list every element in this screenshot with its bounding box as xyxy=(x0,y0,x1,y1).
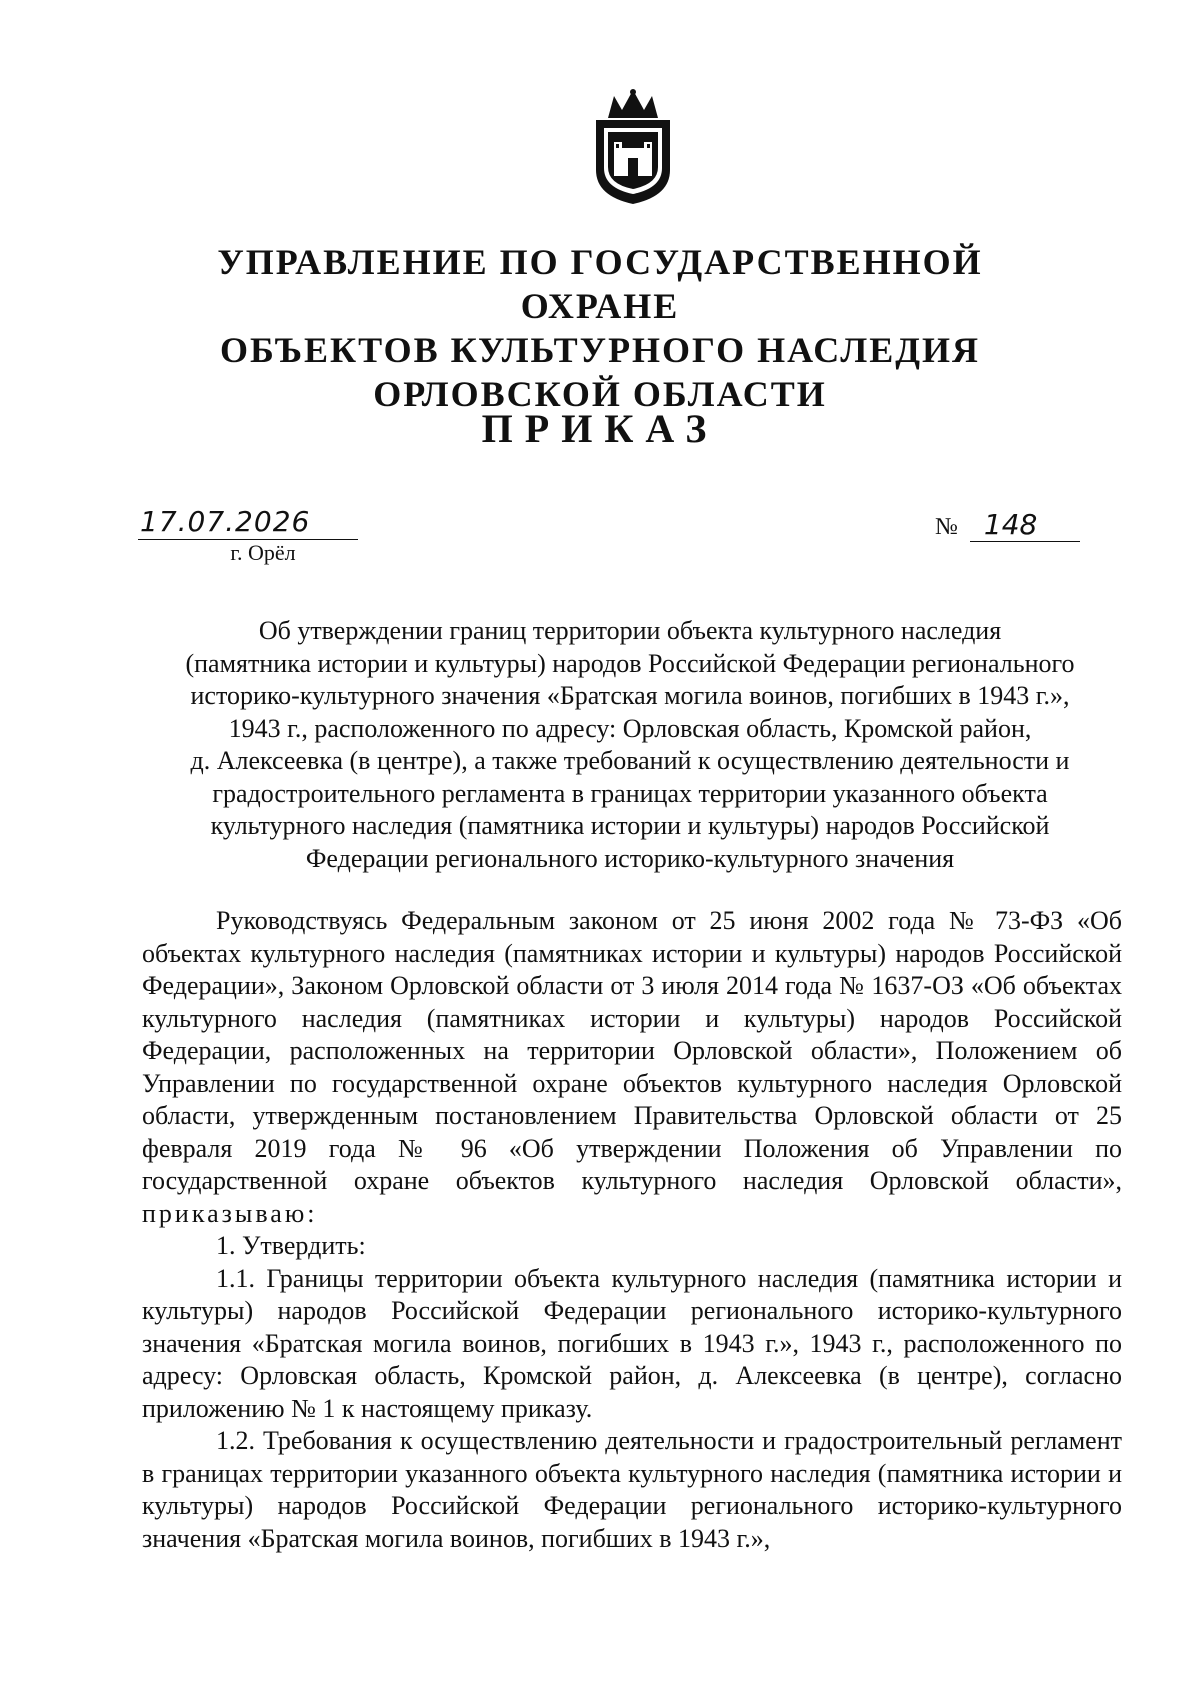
order-word: приказываю: xyxy=(142,1198,318,1228)
organization-name-line3: ОРЛОВСКОЙ ОБЛАСТИ xyxy=(373,374,827,414)
document-type: ПРИКАЗ xyxy=(481,406,719,451)
date-block xyxy=(138,505,358,566)
city: г. Орёл xyxy=(230,540,296,565)
organization-name-line2: ОБЪЕКТОВ КУЛЬТУРНОГО НАСЛЕДИЯ xyxy=(220,330,980,370)
item-1-2: 1.2. Требования к осуществлению деятельности и градостроительный регламент в границах территории указанного объекта культурного наследия (памятника истории и культуры) народов Российской Федерации регионального историко-культурного значения «Братская могила воинов, погибших в 1943 г.», xyxy=(142,1426,1122,1553)
subject-line: культурного наследия (памятника истории и культуры) народов Российской xyxy=(210,811,1050,840)
item-1-1: 1.1. Границы территории объекта культурного наследия (памятника истории и культуры) народов Российской Федерации регионального историко-культурного значения «Братская могила воинов, погибших в 1943 г.», 1943 г., расположенного по адресу: Орловская область, Кромской район, д. Алексеевка (в центре), согласно приложению № 1 к настоящему приказу. xyxy=(142,1263,1122,1423)
document-body xyxy=(142,905,1122,1555)
document-number-block xyxy=(935,508,1085,542)
preamble-paragraph xyxy=(142,905,1122,1230)
subject-line: Об утверждении границ территории объекта культурного наследия xyxy=(258,616,1002,645)
organization-name-line1: УПРАВЛЕНИЕ ПО ГОСУДАРСТВЕННОЙ ОХРАНЕ xyxy=(217,242,983,326)
document-subject xyxy=(140,615,1120,875)
preamble-text: Руководствуясь Федеральным законом от 25 июня 2002 года № 73-ФЗ «Об объектах культурного наследия (памятниках истории и культуры) народов Российской Федерации», Законом Орловской области от 3 июля 2014 года № 1637-ОЗ «Об объектах культурного наследия (памятниках истории и культуры) народов Российской Федерации, расположенных на территории Орловской области», Положением об Управлении по государственной охране объектов культурного наследия Орловской области, утвержденным постановлением Правительства Орловской области от 25 февраля 2019 года № 96 «Об утверждении Положения об Управлении по государственной охране объектов культурного наследия Орловской области», xyxy=(142,906,1122,1195)
subject-line: историко-культурного значения «Братская могила воинов, погибших в 1943 г.», xyxy=(190,681,1070,710)
subject-line: 1943 г., расположенного по адресу: Орловская область, Кромской район, xyxy=(228,713,1032,743)
handwritten-number: 148 xyxy=(970,508,1080,542)
coat-of-arms-icon xyxy=(588,88,678,206)
subject-line: (памятника истории и культуры) народов Российской Федерации регионального xyxy=(185,648,1075,678)
subject-line: д. Алексеевка (в центре), а также требований к осуществлению деятельности и xyxy=(190,746,1070,775)
number-sign: № xyxy=(935,514,958,540)
item-1: 1. Утвердить: xyxy=(216,1231,366,1260)
handwritten-date: 17.07.2026 xyxy=(138,505,358,540)
subject-line: Федерации регионального историко-культурного значения xyxy=(305,843,955,873)
subject-line: градостроительного регламента в границах территории указанного объекта xyxy=(212,778,1048,808)
organization-name xyxy=(140,240,1060,416)
